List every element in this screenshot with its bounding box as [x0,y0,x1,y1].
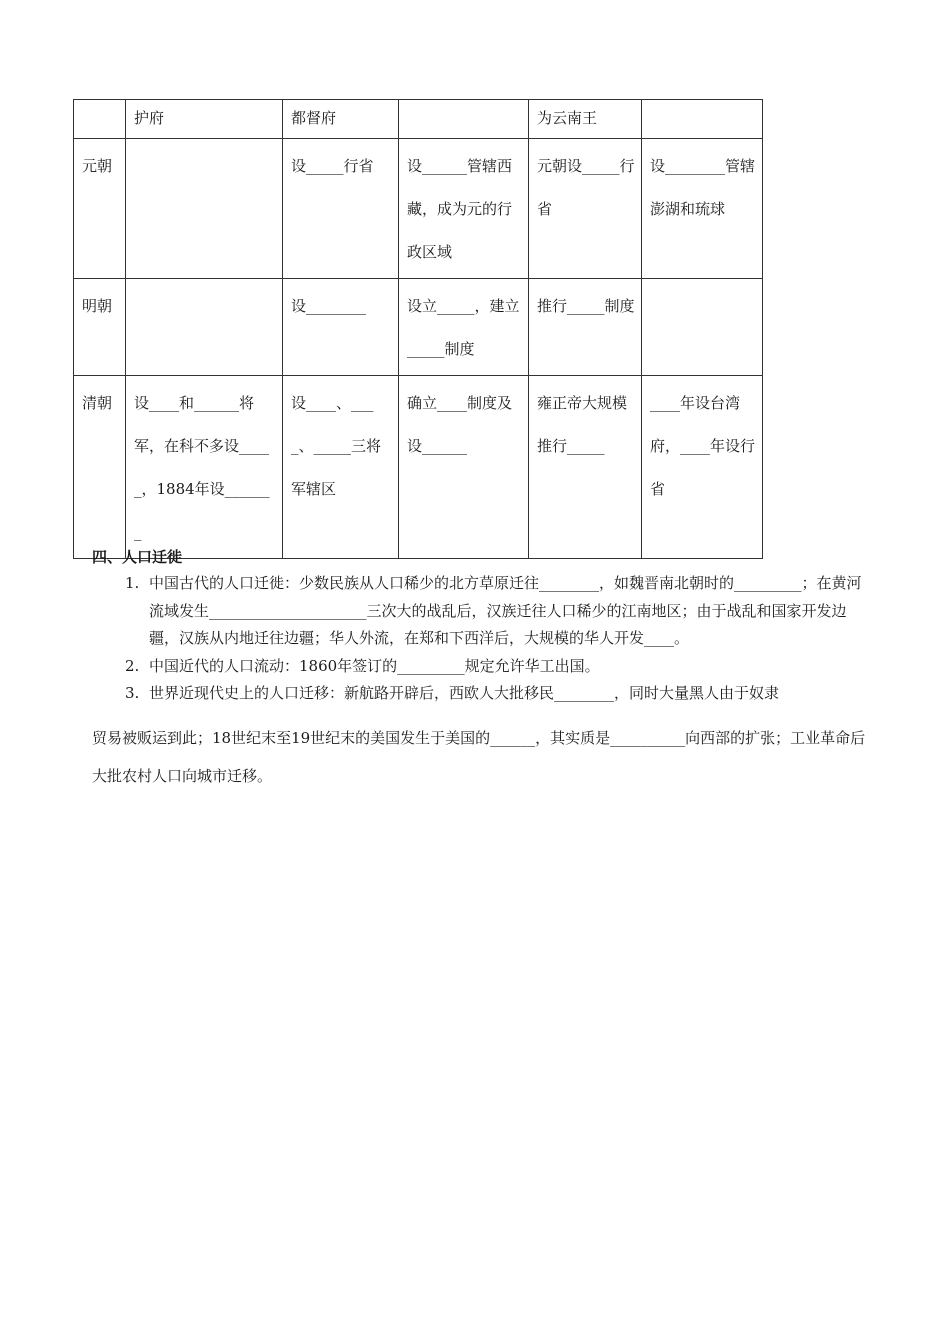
item-number: 3. [125,684,140,702]
list-item [92,680,872,708]
table-cell: ____年设台湾府，____年设行省 [642,376,763,559]
paragraph-continuation: 贸易被贩运到此；18世纪末至19世纪末的美国发生于美国的______，其实质是__________向西部的扩张；工业革命后大批农村人口向城市迁移。 [92,728,866,785]
row-header-ming: 明朝 [74,279,126,376]
table-cell [126,279,283,376]
table-row [74,376,763,559]
item-text: 中国古代的人口迁徙：少数民族从人口稀少的北方草原迁往________，如魏晋南北朝时的_________；在黄河流域发生_____________________三次大的战乱后，汉族迁往人口稀少的江南地区；由于战乱和国家开发边疆，汉族从内地迁往边疆；华人外流，在郑和下西洋后，大规模的华人开发____。 [149,574,862,647]
table-cell: 护府 [126,100,283,139]
population-migration-section [92,544,872,795]
table-cell: 雍正帝大规模推行_____ [529,376,642,559]
table-cell: 设____、____、_____三将军辖区 [283,376,399,559]
table-cell: 设_____行省 [283,139,399,279]
table-cell [126,139,283,279]
history-table [73,99,763,559]
table-cell: 都督府 [283,100,399,139]
table-cell: 设______管辖西藏，成为元的行政区域 [399,139,529,279]
table-row [74,100,763,139]
list-item [92,653,872,681]
row-header-yuan: 元朝 [74,139,126,279]
table-row [74,139,763,279]
item-number: 1. [125,574,140,592]
table-cell [642,100,763,139]
table-row [74,279,763,376]
table-cell: 设________ [283,279,399,376]
table-cell: 确立____制度及设______ [399,376,529,559]
row-header-qing: 清朝 [74,376,126,559]
table-cell [399,100,529,139]
table-cell: 设立_____，建立_____制度 [399,279,529,376]
item-text: 世界近现代史上的人口迁移：新航路开辟后，西欧人大批移民________，同时大量黑人由于奴隶 [149,684,780,702]
section-heading: 四、人口迁徙 [92,548,183,566]
table-cell: 推行_____制度 [529,279,642,376]
table-cell: 元朝设_____行省 [529,139,642,279]
table-cell [642,279,763,376]
table-cell: 设____和______将军，在科不多设_____，1884年设_______ [126,376,283,559]
table-cell: 设________管辖澎湖和琉球 [642,139,763,279]
item-text: 中国近代的人口流动：1860年签订的_________规定允许华工出国。 [149,656,600,675]
item-number: 2. [125,656,140,675]
table-cell: 为云南王 [529,100,642,139]
table-cell [74,100,126,139]
list-item [92,570,872,653]
